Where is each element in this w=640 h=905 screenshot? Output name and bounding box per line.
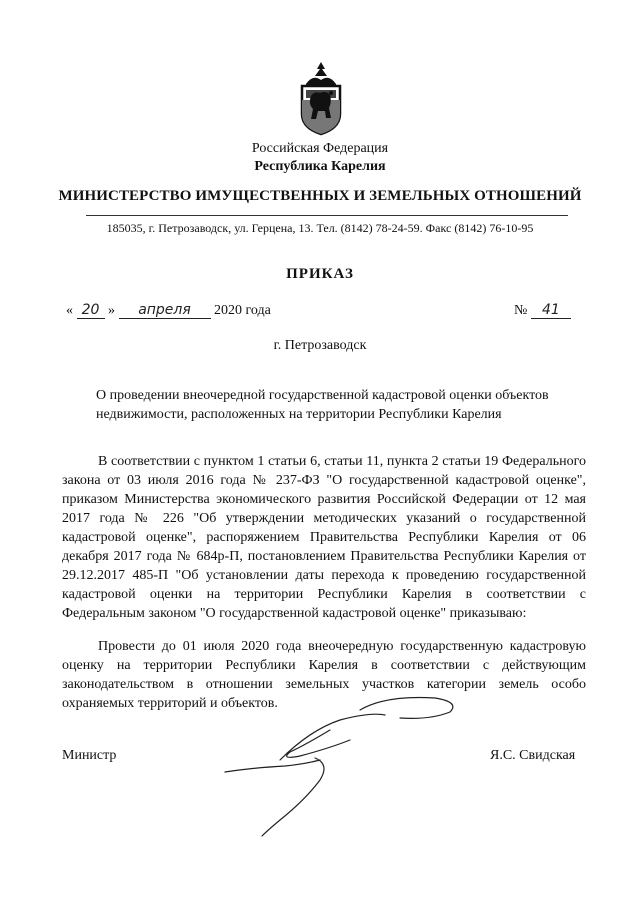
ministry-name: МИНИСТЕРСТВО ИМУЩЕСТВЕННЫХ И ЗЕМЕЛЬНЫХ ОТНОШЕНИЙ (58, 188, 582, 204)
signature-icon (210, 690, 490, 840)
document-number (514, 302, 571, 319)
document-date (66, 302, 271, 319)
body-paragraph-2: Провести до 01 июля 2020 года внеочередную государственную кадастровую оценку на территории Республики Карелия в соответствии с действующим законодательством в отношении земельных участков категории земель особо охраняемых территорий и объектов. (62, 639, 586, 711)
date-close-quote: » (108, 303, 115, 318)
header-divider (86, 215, 568, 216)
ministry-address: 185035, г. Петрозаводск, ул. Герцена, 13. Тел. (8142) 78-24-59. Факс (8142) 76-10-95 (106, 221, 534, 235)
country-name: Российская Федерация (251, 141, 389, 156)
document-type: ПРИКАЗ (286, 266, 354, 282)
republic-name: Республика Карелия (254, 159, 386, 174)
date-open-quote: « (66, 303, 73, 318)
date-month: апреля (119, 302, 211, 319)
date-day: 20 (77, 302, 105, 319)
signatory-name: Я.С. Свидская (490, 748, 576, 763)
signatory-position: Министр (62, 748, 117, 763)
number-label: № (514, 303, 528, 318)
coat-of-arms-icon (296, 62, 346, 136)
document-city: г. Петрозаводск (273, 338, 367, 353)
body-paragraph-1: В соответствии с пунктом 1 статьи 6, статьи 11, пункта 2 статьи 19 Федерального закона от 03 июля 2016 года № 237-ФЗ "О государственной кадастровой оценке", приказом Министерства экономического развития Российской Федерации от 12 мая 2017 года № 226 "Об утверждении методических указаний о государственной кадастровой оценке", распоряжением Правительства Республики Карелия от 06 декабря 2017 года № 684р-П, постановлением Правительства Республики Карелия от 29.12.2017 485-П "Об установлении даты перехода к проведению государственной кадастровой оценки на территории Республики Карелия в соответствии с Федеральным законом "О государственной кадастровой оценке" приказываю: (62, 454, 586, 621)
number-value: 41 (531, 302, 571, 319)
document-subject: О проведении внеочередной государственной кадастровой оценки объектов недвижимости, расположенных на территории Республики Карелия (96, 388, 549, 422)
date-year: 2020 года (214, 303, 271, 318)
